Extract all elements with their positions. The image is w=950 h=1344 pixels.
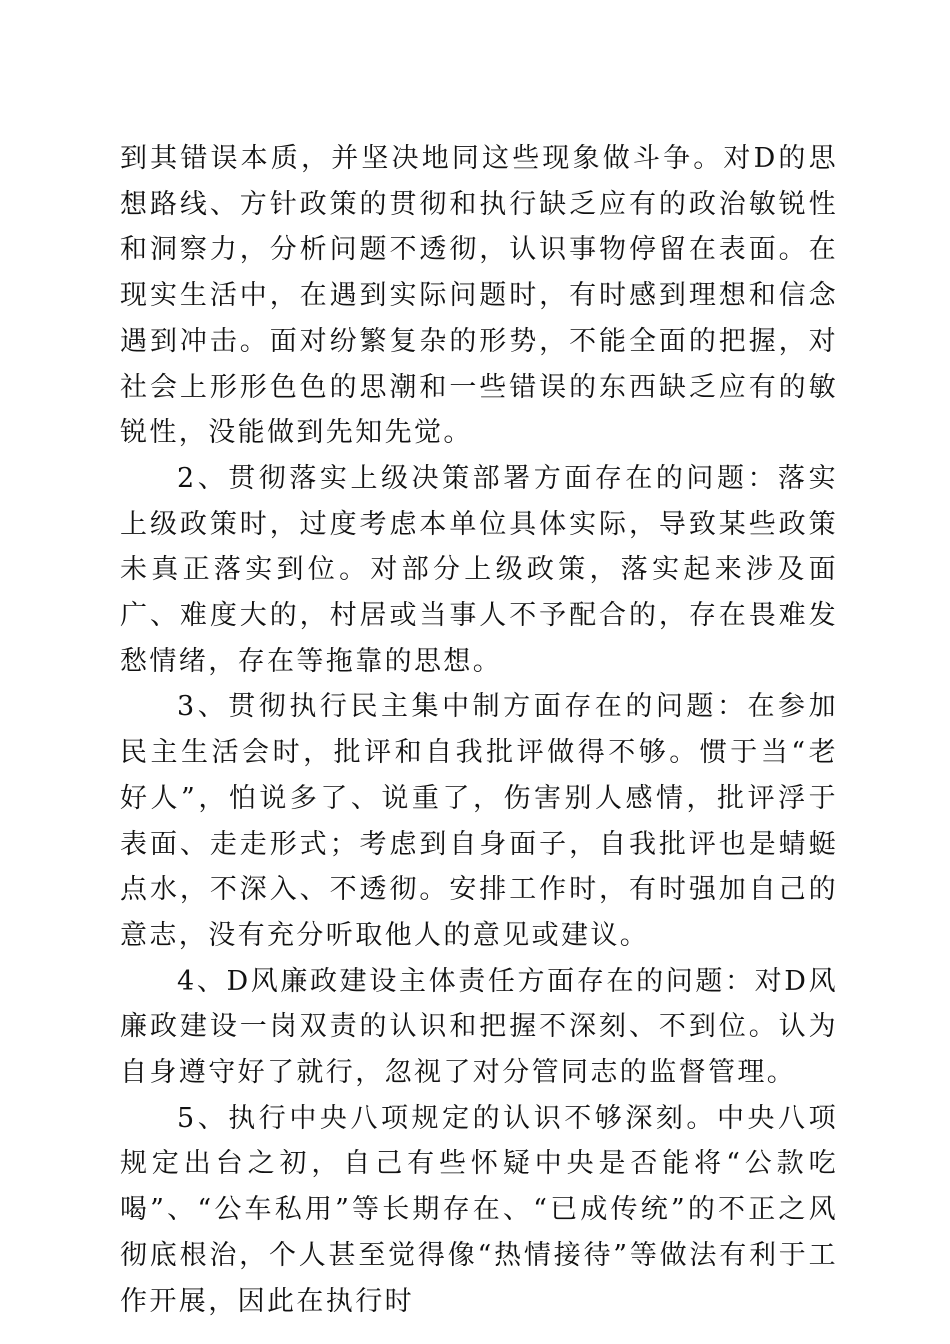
paragraph-item-5: 5、执行中央八项规定的认识不够深刻。中央八项规定出台之初，自己有些怀疑中央是否能将“公款吃喝”、“公车私用”等长期存在、“已成传统”的不正之风彻底根治，个人甚至觉得像“热情接待”等做法有利于工作开展，因此在执行时 xyxy=(120,1102,838,1317)
paragraph-item-3: 3、贯彻执行民主集中制方面存在的问题：在参加民主生活会时，批评和自我批评做得不够。惯于当“老好人”，怕说多了、说重了，伤害别人感情，批评浮于表面、走走形式；考虑到自身面子，自我批评也是蜻蜓点水，不深入、不透彻。安排工作时，有时强加自己的意志，没有充分听取他人的意见或建议。 xyxy=(120,691,838,951)
paragraph-item-4: 4、D风廉政建设主体责任方面存在的问题：对D风廉政建设一岗双责的认识和把握不深刻、不到位。认为自身遵守好了就行，忽视了对分管同志的监督管理。 xyxy=(120,965,838,1089)
paragraph-item-2: 2、贯彻落实上级决策部署方面存在的问题：落实上级政策时，过度考虑本单位具体实际，导致某些政策未真正落实到位。对部分上级政策，落实起来涉及面广、难度大的，村居或当事人不予配合的，存在畏难发愁情绪，存在等拖靠的思想。 xyxy=(120,462,838,677)
paragraph-intro-continuation: 到其错误本质，并坚决地同这些现象做斗争。对D的思想路线、方针政策的贯彻和执行缺乏应有的政治敏锐性和洞察力，分析问题不透彻，认识事物停留在表面。在现实生活中，在遇到实际问题时，有时感到理想和信念遇到冲击。面对纷繁复杂的形势，不能全面的把握，对社会上形形色色的思潮和一些错误的东西缺乏应有的敏锐性，没能做到先知先觉。 xyxy=(120,143,838,449)
document-body xyxy=(120,136,838,1324)
